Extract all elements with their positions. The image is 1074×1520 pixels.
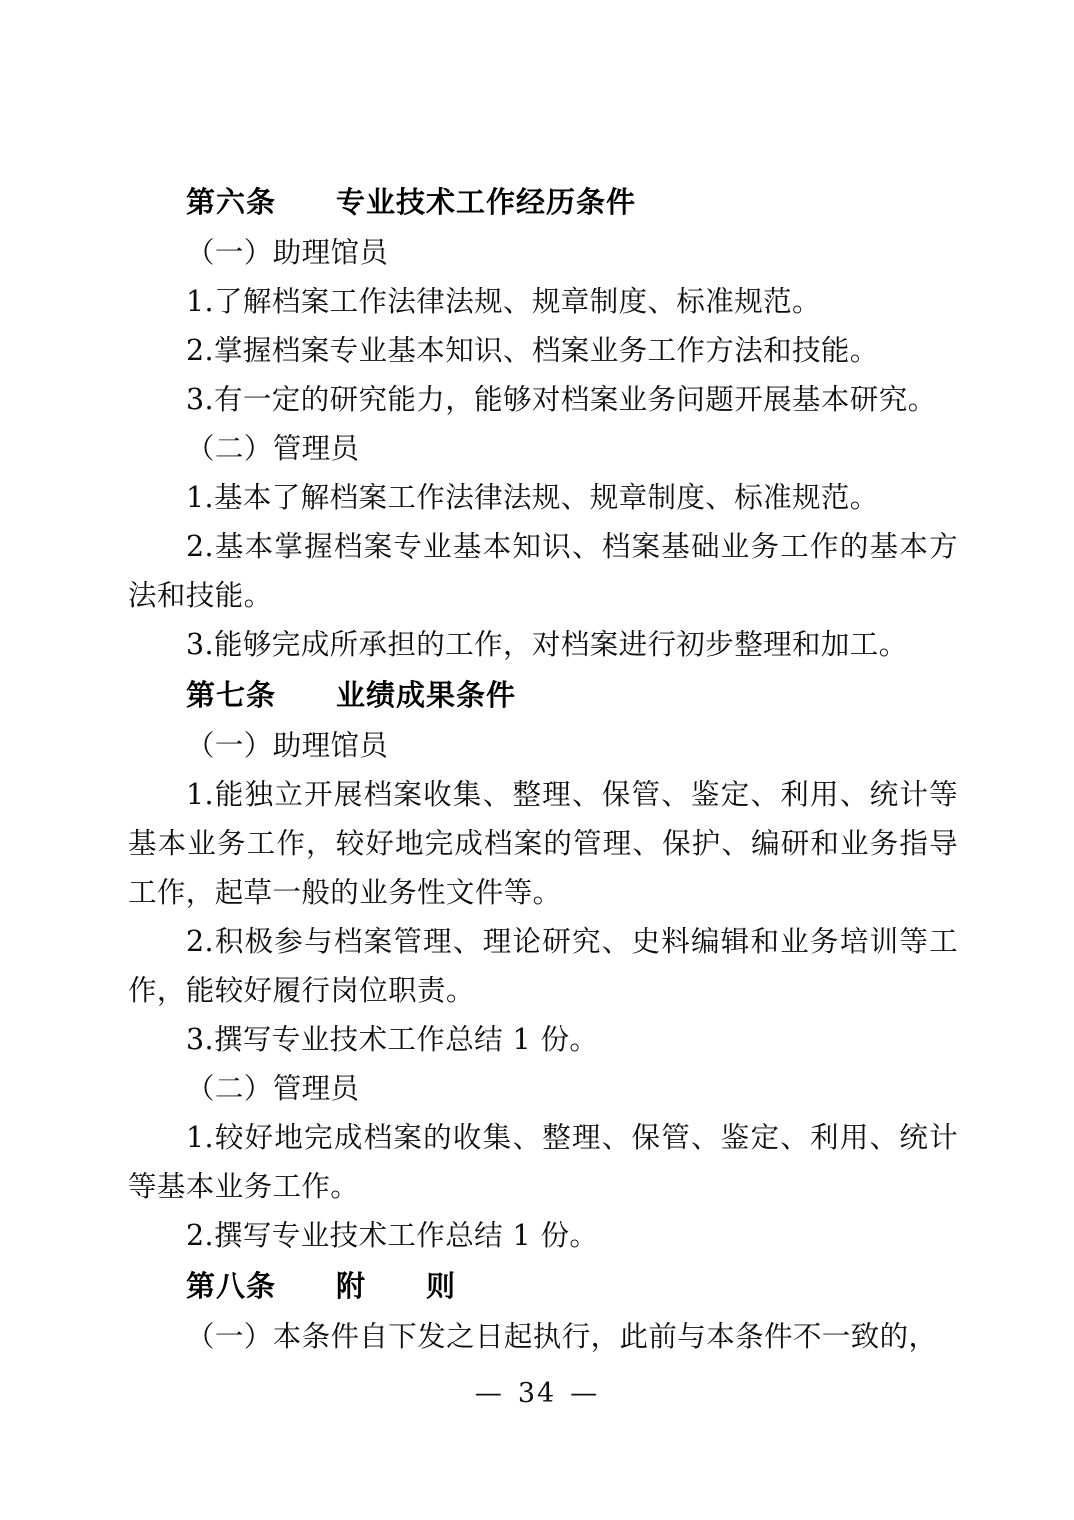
page-number: 34	[517, 1378, 557, 1409]
paragraph: （一）助理馆员	[186, 236, 389, 269]
paragraph: 1.基本了解档案工作法律法规、规章制度、标准规范。	[186, 481, 879, 514]
paragraph: 3.撰写专业技术工作总结 1 份。	[186, 1023, 599, 1056]
paragraph: （一）助理馆员	[186, 729, 389, 762]
section-heading: 第七条 业绩成果条件	[186, 678, 517, 712]
paragraph: 2.基本掌握档案专业基本知识、档案基础业务工作的基本方法和技能。	[128, 530, 958, 612]
paragraph: 3.能够完成所承担的工作，对档案进行初步整理和加工。	[186, 628, 908, 661]
footer-dash-right: —	[570, 1378, 600, 1409]
paragraph: 1.能独立开展档案收集、整理、保管、鉴定、利用、统计等基本业务工作，较好地完成档案的管理、保护、编研和业务指导工作，起草一般的业务性文件等。	[128, 778, 958, 909]
paragraph: 1.了解档案工作法律法规、规章制度、标准规范。	[186, 285, 821, 318]
paragraph: （二）管理员	[186, 1072, 360, 1105]
paragraph: 2.掌握档案专业基本知识、档案业务工作方法和技能。	[186, 334, 879, 367]
paragraph: 2.撰写专业技术工作总结 1 份。	[186, 1219, 599, 1252]
section-heading: 第六条 专业技术工作经历条件	[186, 185, 637, 219]
paragraph: （二）管理员	[186, 432, 360, 465]
document-body	[128, 176, 958, 1361]
paragraph: 1.较好地完成档案的收集、整理、保管、鉴定、利用、统计等基本业务工作。	[128, 1121, 958, 1203]
paragraph: 3.有一定的研究能力，能够对档案业务问题开展基本研究。	[186, 383, 937, 416]
page-footer	[0, 1378, 1074, 1409]
paragraph: 2.积极参与档案管理、理论研究、史料编辑和业务培训等工作，能较好履行岗位职责。	[128, 925, 958, 1007]
section-heading: 第八条 附 则	[186, 1269, 457, 1303]
footer-dash-left: —	[474, 1378, 504, 1409]
paragraph: （一）本条件自下发之日起执行，此前与本条件不一致的，	[186, 1320, 938, 1353]
